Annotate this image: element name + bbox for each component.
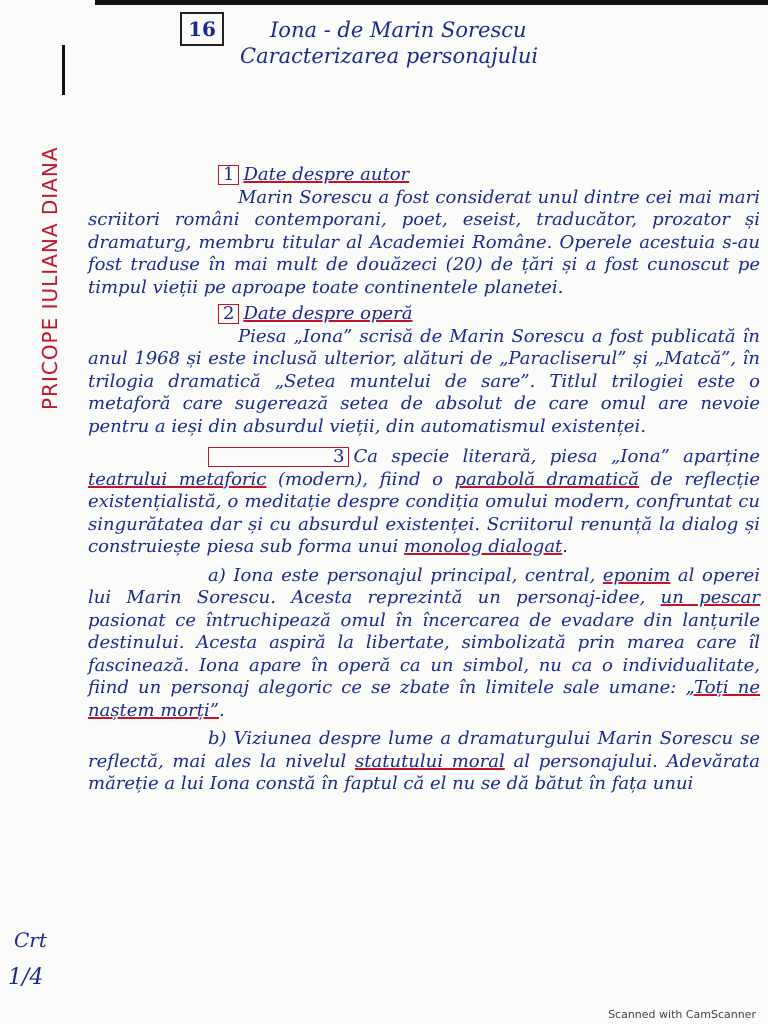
subsection-a-text-4: . [218, 699, 225, 721]
section-3-number: 3 [208, 447, 349, 467]
subsection-b-label: b) [208, 728, 227, 749]
page-title: Iona - de Marin Sorescu [270, 18, 527, 42]
subsection-a-text-1: Iona este personajul principal, central, [233, 564, 603, 586]
section-3-text-a: Ca specie literară, piesa „Iona” aparține [353, 446, 760, 467]
margin-mark [62, 45, 65, 95]
page-subtitle: Caracterizarea personajului [240, 44, 539, 68]
subsection-a-paragraph [88, 565, 760, 723]
subsection-a-quote: „Toți ne naștem morți” [88, 677, 760, 721]
subsection-b-underline-1: statutului moral [355, 750, 505, 772]
subsection-b-text-1: Viziunea despre lume a dramaturgului Marin Sorescu se reflectă, mai ales la nivelul [88, 728, 760, 772]
section-3-text-b: (modern), fiind o [266, 468, 455, 490]
subsection-a-text-3: pasionat ce întruchipează omul în încercarea de evadare din lanțurile destinului. Acesta aspiră la libertate, simbolizată prin marea care îl fascinează. Iona apare în operă ca un simbol, nu ca o individualitate, fiind un personaj alegoric ce se zbate în limitele sale umane: [88, 609, 760, 698]
student-name-vertical: PRICOPE IULIANA DIANA [38, 146, 62, 410]
section-1-paragraph: Marin Sorescu a fost considerat unul dintre cei mai mari scriitori români contemporani, poet, eseist, traducător, prozator și dramaturg, membru titular al Academiei Române. Operele acestuia s-au fost traduse în mai mult de douăzeci (20) de țări și a fost cunoscut pe timpul vieții pe aproape toate continentele planetei. [88, 186, 760, 298]
subsection-a-label: a) [208, 564, 226, 586]
section-3-text-d: . [562, 536, 569, 557]
section-2-heading [88, 303, 760, 326]
top-edge-bar [95, 0, 768, 5]
section-1-title: Date despre autor [243, 164, 410, 185]
essay-body [88, 160, 760, 796]
scanner-watermark: Scanned with CamScanner [608, 1008, 756, 1021]
section-2-number: 2 [218, 304, 239, 324]
subsection-a-underline-2: un pescar [660, 587, 760, 608]
section-2-title: Date despre operă [243, 303, 413, 324]
margin-grade-label: Crt [14, 928, 47, 952]
section-3-underline-1: teatrului metaforic [88, 468, 267, 490]
section-1-heading [88, 164, 760, 187]
section-3-underline-3: monolog dialogat [404, 536, 563, 557]
subsection-b-text-2: al personajului. Adevărata măreție a lui Iona constă în faptul că el nu se dă bătut în fața unui [88, 750, 760, 794]
section-3-text-c: de reflecție existențialistă, o meditație despre condiția omului modern, confruntat cu singurătatea dar și cu absurdul existenței. Scriitorul renunță la dialog și construiește piesa sub forma unui [88, 468, 760, 557]
subsection-b-paragraph [88, 728, 760, 796]
subsection-a-underline-1: eponim [602, 564, 671, 586]
section-3-underline-2: parabolă dramatică [454, 468, 639, 490]
section-3-paragraph [88, 446, 760, 559]
page-number-box: 16 [180, 12, 224, 46]
section-1-number: 1 [218, 165, 239, 185]
section-2-paragraph: Piesa „Iona” scrisă de Marin Sorescu a fost publicată în anul 1968 și este inclusă ulterior, alături de „Paracliserul” și „Matcă”, în trilogia dramatică „Setea muntelui de sare”. Titlul trilogiei este o metaforă care sugerează setea de absolut de care omul are nevoie pentru a ieși din absurdul vieții, din automatismul existenței. [88, 325, 760, 437]
margin-grade-score: 1/4 [8, 965, 44, 990]
subsection-a-text-2: al operei lui Marin Sorescu. Acesta reprezintă un personaj-idee, [88, 564, 760, 608]
